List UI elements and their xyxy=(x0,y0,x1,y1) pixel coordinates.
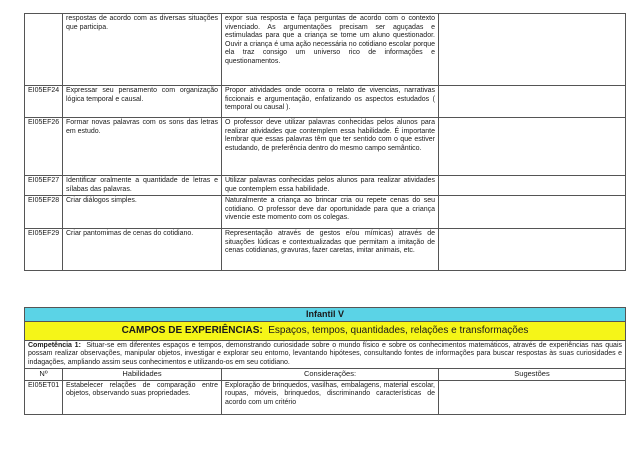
campos-value: Espaços, tempos, quantidades, relações e transformações xyxy=(268,325,529,336)
table-row xyxy=(25,380,626,414)
infantil-v-table xyxy=(24,307,626,415)
habilidades-table-continued xyxy=(24,13,626,271)
competencia-label: Competência 1: xyxy=(28,342,81,349)
habilidade-cell: Estabelecer relações de comparação entre objetos, observando suas propriedades. xyxy=(63,380,222,414)
code-cell: EI05EF27 xyxy=(25,176,63,196)
table-row xyxy=(25,118,626,176)
table-row xyxy=(25,176,626,196)
table-row xyxy=(25,14,626,86)
competencia-cell xyxy=(25,341,626,369)
sugestoes-cell xyxy=(439,196,626,229)
table-row xyxy=(25,229,626,271)
sugestoes-cell xyxy=(439,229,626,271)
sugestoes-cell xyxy=(439,118,626,176)
sugestoes-cell xyxy=(439,176,626,196)
section-title: Infantil V xyxy=(25,308,626,322)
habilidade-cell: Criar pantomimas de cenas do cotidiano. xyxy=(63,229,222,271)
consideracoes-cell: Exploração de brinquedos, vasilhas, embalagens, material escolar, roupas, móveis, brinquedos, discriminando características de acordo com um critério xyxy=(222,380,439,414)
consideracoes-cell: Utilizar palavras conhecidas pelos alunos para realizar atividades que contemplem essa habilidade. xyxy=(222,176,439,196)
header-num: Nº xyxy=(25,369,63,381)
consideracoes-cell: expor sua resposta e faça perguntas de acordo com o contexto vivenciado. As argumentações precisam ser aguçadas e estimuladas para que a criança se torne um aluno questionador. Ouvir a criança é uma ação necessária no cotidiano escolar porque ela traz consigo um universo rico de informações e questionamentos. xyxy=(222,14,439,86)
sugestoes-cell xyxy=(439,14,626,86)
code-cell: EI05EF28 xyxy=(25,196,63,229)
consideracoes-cell: Representação através de gestos e/ou mímicas) através de situações lúdicas e contextualizadas que permitam a imitação de cenas cotidianas, gravuras, fazer caretas, imitar animais, etc. xyxy=(222,229,439,271)
table-row xyxy=(25,86,626,118)
code-cell xyxy=(25,14,63,86)
campos-label: CAMPOS DE EXPERIÊNCIAS: xyxy=(121,325,263,336)
campos-experiencias-band xyxy=(25,322,626,341)
header-habilidades: Habilidades xyxy=(63,369,222,381)
header-sugestoes: Sugestões xyxy=(439,369,626,381)
competencia-text: Situar-se em diferentes espaços e tempos, demonstrando curiosidade sobre o mundo físico e sobre os conhecimentos matemáticos, através de experiências nas quais possam realizar observações, manipular objetos, investigar e explorar seu entorno, levantando hipóteses, consultando fontes de informações para buscar respostas às suas curiosidades e indagações, ampliando assim seus conhecimentos e utilizando-os em seu cotidiano. xyxy=(28,342,623,366)
consideracoes-cell: Propor atividades onde ocorra o relato de vivencias, narrativas ficcionais e argumentação, enfatizando os aspectos estudados ( temporal ou causal ). xyxy=(222,86,439,118)
code-cell: EI05EF29 xyxy=(25,229,63,271)
code-cell: EI05EF26 xyxy=(25,118,63,176)
column-header-row xyxy=(25,369,626,381)
header-consideracoes: Considerações: xyxy=(222,369,439,381)
consideracoes-cell: O professor deve utilizar palavras conhecidas pelos alunos para realizar atividades que contemplem essa habilidade. É importante lembrar que essas palavras têm que ter sentido com o que estiver estudando, de preferência dentro do mesmo campo semântico. xyxy=(222,118,439,176)
habilidade-cell: respostas de acordo com as diversas situações que participa. xyxy=(63,14,222,86)
consideracoes-cell: Naturalmente a criança ao brincar cria ou repete cenas do seu cotidiano. O professor deve dar oportunidade para que a criança vivencie este momento com os colegas. xyxy=(222,196,439,229)
habilidade-cell: Expressar seu pensamento com organização lógica temporal e causal. xyxy=(63,86,222,118)
code-cell: EI05ET01 xyxy=(25,380,63,414)
habilidade-cell: Formar novas palavras com os sons das letras em estudo. xyxy=(63,118,222,176)
habilidade-cell: Identificar oralmente a quantidade de letras e sílabas das palavras. xyxy=(63,176,222,196)
table-row xyxy=(25,196,626,229)
code-cell: EI05EF24 xyxy=(25,86,63,118)
habilidade-cell: Criar diálogos simples. xyxy=(63,196,222,229)
sugestoes-cell xyxy=(439,86,626,118)
sugestoes-cell xyxy=(439,380,626,414)
